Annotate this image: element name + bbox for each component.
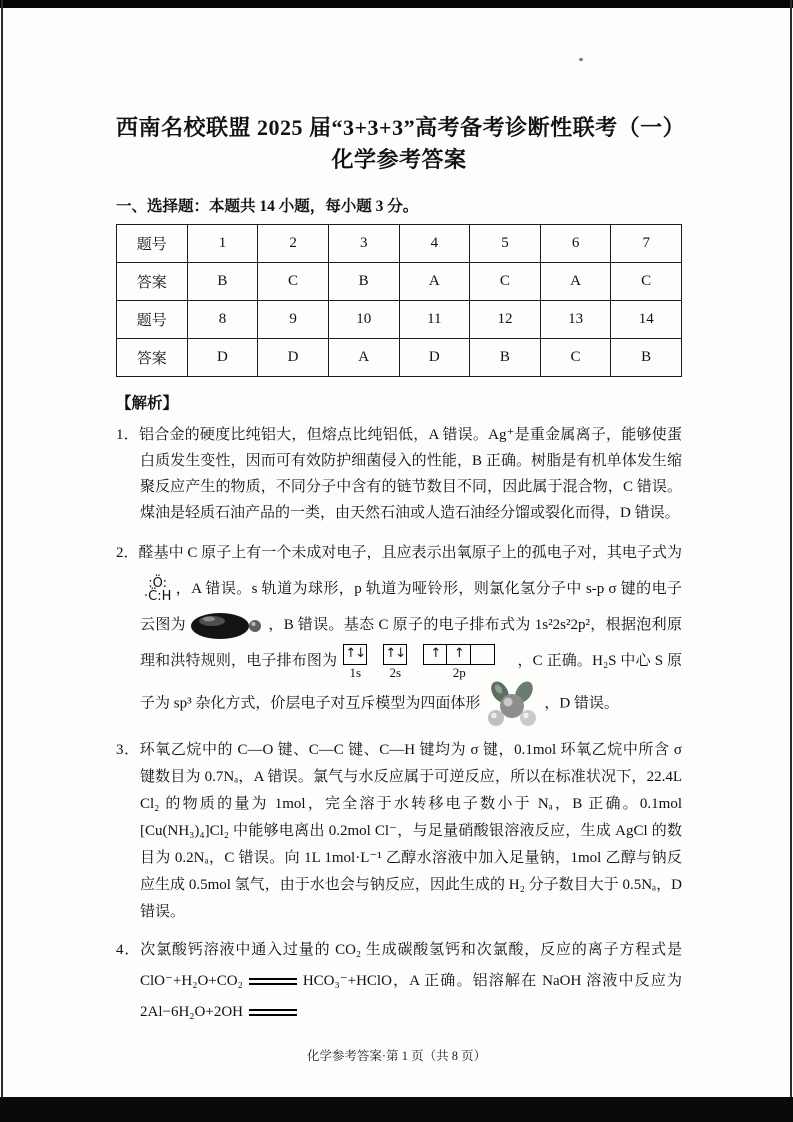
answer-table-cell: 6 (540, 225, 611, 263)
answer-table-cell: A (540, 263, 611, 301)
vsepr-model-image (484, 680, 540, 728)
document-title-line1: 西南名校联盟 2025 届“3+3+3”高考备考诊断性联考（一） (116, 115, 686, 140)
answer-table (116, 224, 682, 377)
section-header-choice-questions: 一、选择题：本题共 14 小题，每小题 3 分。 (116, 198, 419, 215)
answer-table-cell: 3 (328, 225, 399, 263)
orbital-label-2s: 2s (389, 664, 402, 680)
answer-table-cell: 12 (470, 301, 541, 339)
answer-table-cell: D (399, 339, 470, 377)
answer-table-row (117, 339, 682, 377)
answer-table-cell: 2 (258, 225, 329, 263)
scan-edge-right (790, 0, 792, 1122)
scan-edge-top (0, 0, 793, 8)
analysis-item-1: 1．铝合金的硬度比纯铝大，但熔点比纯铝低，A 错误。Ag⁺是重金属离子，能够使蛋白质发生变性，因而可有效防护细菌侵入的性能，B 正确。树脂是有机单体发生缩聚反应产生的物质，不同分子中含有的链节数目不同，因此属于混合物，C 错误。煤油是轻质石油产品的一类，由天然石油或人造石油经分馏或裂化而得，D 错误。 (116, 427, 682, 521)
answer-table-cell: B (328, 263, 399, 301)
electron-dot-formula-line2: ·C̈:H (144, 588, 172, 604)
answer-table-cell: B (611, 339, 682, 377)
answer-table-cell: 5 (470, 225, 541, 263)
answer-table-cell: 7 (611, 225, 682, 263)
electron-dot-formula (144, 577, 171, 603)
item4-text-seg1: 4．次氯酸钙溶液中通入过量的 CO₂ 生成碳酸氢钙和次氯酸，反应的离子方程式是 ClO⁻+H₂O+CO₂ (116, 941, 682, 989)
answer-table-cell: 9 (258, 301, 329, 339)
orbital-box-2p-3 (471, 644, 495, 665)
item2-text-seg4: ，C 正确。H₂S 中心 S 原子为 sp³ 杂化方式，价层电子对互斥模型为四面体形 (140, 653, 682, 712)
orbital-label-1s: 1s (349, 664, 362, 680)
item4-text-seg2: HCO₃⁻+HClO，A 正确。铝溶解在 NaOH 溶液中反应为 2Al−6H₂O+2OH (140, 972, 682, 1020)
scan-edge-bottom (0, 1097, 793, 1122)
electron-cloud-diagram (190, 611, 264, 641)
answer-table-cell: C (540, 339, 611, 377)
answer-table-cell: 8 (187, 301, 258, 339)
answer-table-cell: C (470, 263, 541, 301)
item2-text-seg2: ，A 错误。s 轨道为球形，p 轨道为哑铃形，则氯化氢分子中 s-p σ 键的电子云图为 (140, 581, 682, 633)
double-line-equals (249, 1009, 297, 1016)
analysis-item-2 (116, 535, 682, 728)
orbital-group-2s (383, 644, 407, 680)
answer-table-cell: D (187, 339, 258, 377)
item2-text-seg5: ，D 错误。 (544, 695, 619, 712)
orbital-box-2p-2: ↑ (447, 644, 471, 665)
electron-dot-formula-line1: :Ö: (148, 575, 168, 591)
orbital-group-2p (423, 644, 495, 680)
scan-edge-left (1, 0, 3, 1122)
orbital-box-2p-1: ↑ (423, 644, 447, 665)
answer-table-cell: 13 (540, 301, 611, 339)
orbital-group-1s (343, 644, 367, 680)
answer-table-cell: 11 (399, 301, 470, 339)
answer-table-cell: 答案 (117, 263, 188, 301)
analysis-header: 【解析】 (116, 395, 179, 412)
answer-table-cell: 10 (328, 301, 399, 339)
item2-text-seg3: ，B 错误。基态 C 原子的电子排布式为 1s²2s²2p²，根据泡利原理和洪特规则，电子排布图为 (140, 617, 682, 669)
orbital-diagram (343, 643, 511, 680)
orbital-box-2s: ↑↓ (383, 644, 407, 665)
analysis-item-4 (116, 935, 682, 1028)
item2-text-seg1: 2．醛基中 C 原子上有一个未成对电子，且应表示出氧原子上的孤电子对，其电子式为 (116, 545, 682, 561)
answer-table-cell: 4 (399, 225, 470, 263)
answer-table-row (117, 301, 682, 339)
answer-table-cell: C (258, 263, 329, 301)
answer-table-cell: 题号 (117, 301, 188, 339)
answer-table-cell: A (399, 263, 470, 301)
answer-table-cell: 1 (187, 225, 258, 263)
answer-table-cell: B (470, 339, 541, 377)
answer-table-cell: 14 (611, 301, 682, 339)
answer-table-cell: 题号 (117, 225, 188, 263)
answer-table-cell: B (187, 263, 258, 301)
orbital-box-1s: ↑↓ (343, 644, 367, 665)
answer-table-row (117, 263, 682, 301)
scan-artifact-dot (579, 58, 583, 61)
answer-table-cell: C (611, 263, 682, 301)
analysis-item-3: 3．环氧乙烷中的 C—O 键、C—C 键、C—H 键均为 σ 键，0.1mol 环氧乙烷中所含 σ 键数目为 0.7Nₐ，A 错误。氯气与水反应属于可逆反应，所以在标准状况下，22.4L Cl₂ 的物质的量为 1mol，完全溶于水转移电子数小于 Nₐ，B 正确。0.1mol [Cu(NH₃)₄]Cl₂ 中能够电离出 0.2mol Cl⁻，与足量硝酸银溶液反应，生成 AgCl 的数目为 0.2Nₐ，C 错误。向 1L 1mol·L⁻¹ 乙醇水溶液中加入足量钠，1mol 乙醇与钠反应生成 0.5mol 氢气，由于水也会与钠反应，因此生成的 H₂ 分子数目大于 0.5Nₐ，D 错误。 (116, 741, 682, 920)
answer-table-cell: A (328, 339, 399, 377)
answer-table-cell: D (258, 339, 329, 377)
orbital-label-2p: 2p (452, 664, 466, 680)
answer-table-row (117, 225, 682, 263)
document-title-line2: 化学参考答案 (331, 147, 467, 172)
document-content (116, 112, 686, 1028)
answer-table-cell: 答案 (117, 339, 188, 377)
double-line-equals (249, 978, 297, 985)
page-footer: 化学参考答案·第 1 页（共 8 页） (306, 1049, 487, 1063)
